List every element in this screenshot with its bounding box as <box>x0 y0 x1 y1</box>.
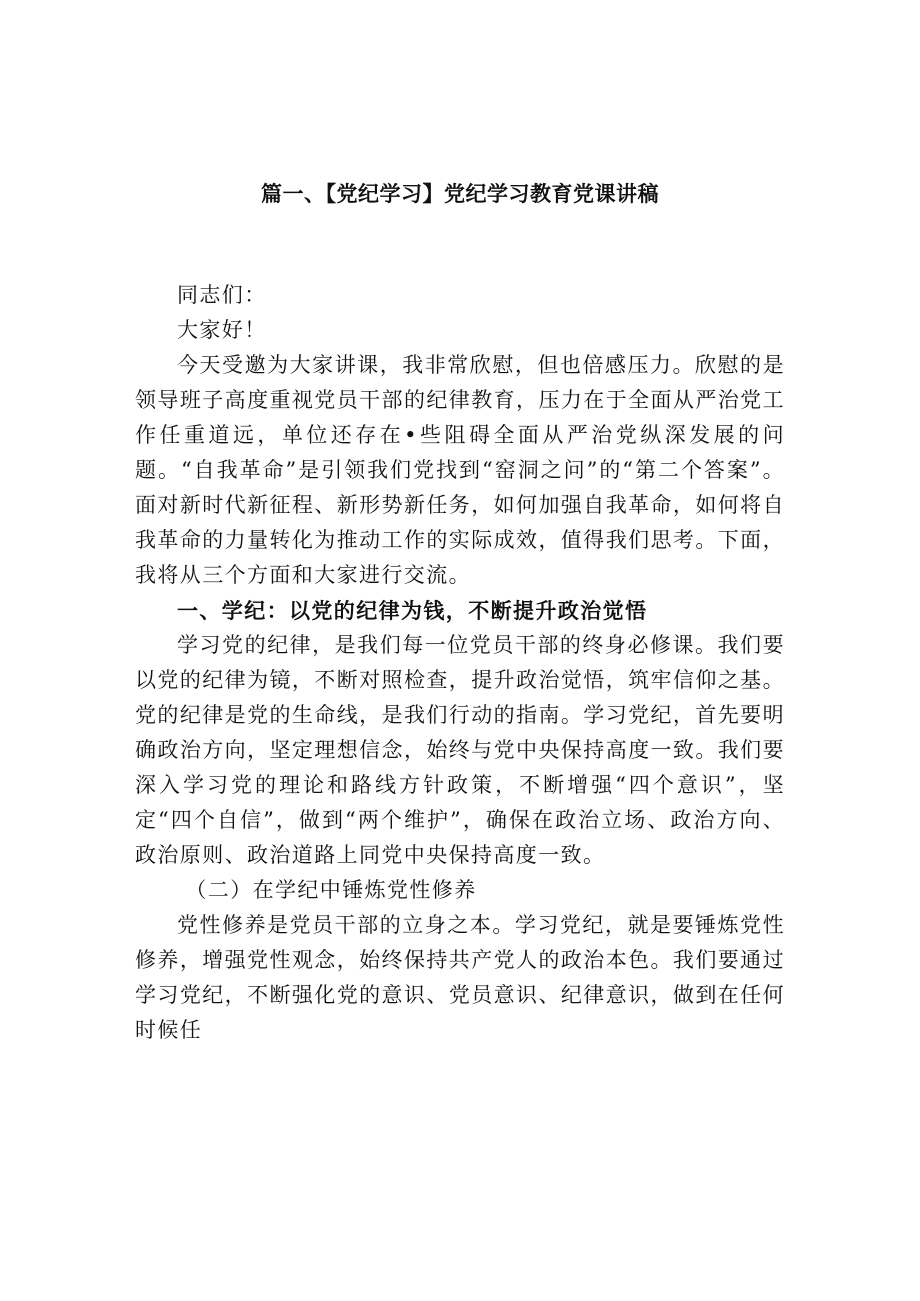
document-body <box>135 278 785 1048</box>
body-paragraph: 党性修养是党员干部的立身之本。学习党纪，就是要锤炼党性修养，增强党性观念，始终保持共产党人的政治本色。我们要通过学习党纪，不断强化党的意识、党员意识、纪律意识，做到在任何时候任 <box>135 913 785 1042</box>
salutation: 同志们： <box>177 283 267 307</box>
subsection-heading: （二）在学纪中锤炼党性修养 <box>185 878 477 902</box>
intro-paragraph: 今天受邀为大家讲课，我非常欣慰，但也倍感压力。欣慰的是领导班子高度重视党员干部的纪律教育，压力在于全面从严治党工作任重道远，单位还存在•些阻碍全面从严治党纵深发展的问题。“自我革命”是引领我们党找到“窑洞之问”的“第二个答案”。面对新时代新征程、新形势新任务，如何加强自我革命，如何将自我革命的力量转化为推动工作的实际成效，值得我们思考。下面，我将从三个方面和大家进行交流。 <box>135 353 785 587</box>
section-heading: 一、学纪：以党的纪律为钱，不断提升政治觉悟 <box>177 598 648 623</box>
greeting: 大家好！ <box>177 318 267 342</box>
document-title: 篇一、【党纪学习】党纪学习教育党课讲稿 <box>261 181 659 206</box>
body-paragraph: 学习党的纪律，是我们每一位党员干部的终身必修课。我们要以党的纪律为镜，不断对照检查，提升政治觉悟，筑牢信仰之基。党的纪律是党的生命线，是我们行动的指南。学习党纪，首先要明确政治方向，坚定理想信念，始终与党中央保持高度一致。我们要深入学习党的理论和路线方针政策，不断增强“四个意识”，坚定“四个自信”，做到“两个维护”，确保在政治立场、政治方向、政治原则、政治道路上同党中央保持高度一致。 <box>135 633 785 867</box>
